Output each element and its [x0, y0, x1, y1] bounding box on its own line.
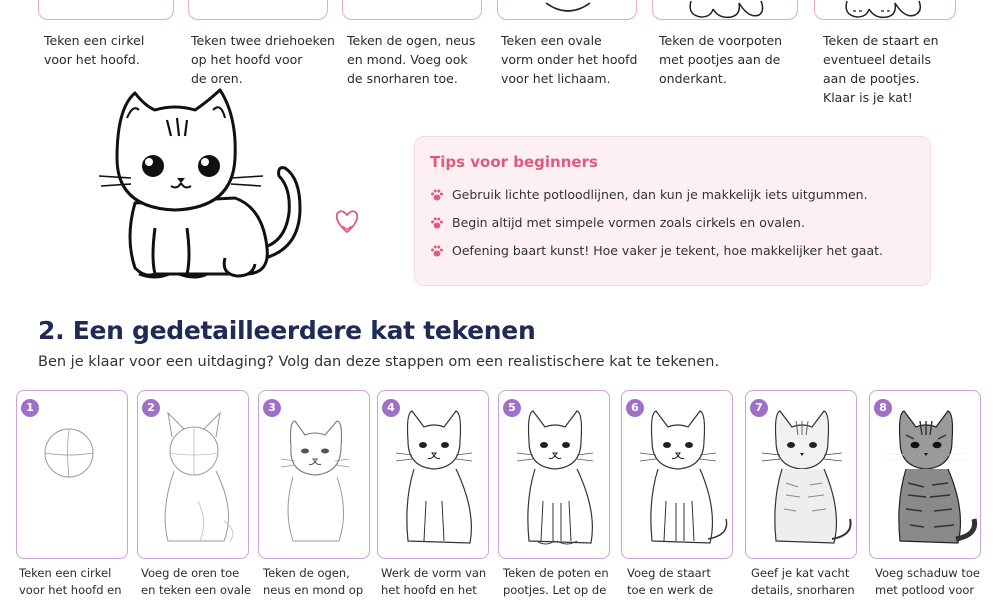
- sketch-legs-cat-image: [499, 391, 610, 559]
- cat-paws-tail-sketch-icon: [815, 0, 956, 20]
- step-number-badge: 4: [382, 399, 400, 417]
- cat-paws-sketch-icon: [653, 0, 798, 20]
- detailed-step-card-1: [16, 390, 128, 559]
- paw-icon: [430, 244, 444, 258]
- detailed-step-card-4: [377, 390, 489, 559]
- detailed-step-card-6: [621, 390, 733, 559]
- section-title: 2. Een gedetailleerdere kat tekenen: [38, 316, 536, 345]
- top-step-desc-3: Teken de ogen, neus en mond. Voeg ook de snorharen toe.: [347, 33, 476, 86]
- detailed-step-card-7: [745, 390, 857, 559]
- step-number-badge: 7: [750, 399, 768, 417]
- detailed-step-desc-3: Teken de ogen, neus en mond op: [263, 566, 364, 597]
- cat-body-sketch-icon: [498, 0, 637, 20]
- top-step-card-3: [342, 0, 482, 20]
- finished-cat-illustration: [95, 88, 365, 288]
- top-step-card-1: [38, 0, 174, 20]
- detailed-step-desc-2: Voeg de oren toe en teken een ovale: [141, 566, 252, 597]
- sketch-ears-body-image: [138, 391, 249, 559]
- sketch-face-image: [259, 391, 370, 559]
- detailed-step-card-2: [137, 390, 249, 559]
- detailed-step-desc-8: Voeg schaduw toe met potlood voor: [875, 566, 980, 597]
- detailed-step-desc-1: Teken een cirkel voor het hoofd en: [19, 566, 122, 597]
- top-step-card-2: [188, 0, 328, 20]
- detailed-step-card-3: [258, 390, 370, 559]
- tip-item: [430, 243, 883, 258]
- top-step-desc-6: Teken de staart en eventueel details aan de pootjes. Klaar is je kat!: [823, 33, 939, 105]
- detailed-step-desc-7: Geef je kat vacht details, snorharen: [751, 566, 855, 597]
- top-step-desc-1: Teken een cirkel voor het hoofd.: [44, 33, 145, 67]
- sketch-outline-cat-image: [378, 391, 489, 559]
- detailed-step-desc-4: Werk de vorm van het hoofd en het: [381, 566, 487, 597]
- section-subtitle: Ben je klaar voor een uitdaging? Volg dan deze stappen om een realistischere kat te tekenen.: [38, 354, 720, 370]
- paw-icon: [430, 188, 444, 202]
- sketch-tail-cat-image: [622, 391, 733, 559]
- heart-doodle-icon: [333, 206, 361, 236]
- tip-text: Oefening baart kunst! Hoe vaker je tekent, hoe makkelijker het gaat.: [452, 243, 883, 258]
- top-step-card-4: [497, 0, 637, 20]
- top-step-desc-5: Teken de voorpoten met pootjes aan de onderkant.: [659, 33, 783, 86]
- step-number-badge: 3: [263, 399, 281, 417]
- sketch-fur-cat-image: [746, 391, 857, 559]
- tips-box: [414, 136, 931, 286]
- detailed-step-desc-6: Voeg de staart toe en werk de: [627, 566, 714, 597]
- top-step-desc-2: Teken twee driehoeken op het hoofd voor de oren.: [191, 33, 335, 86]
- detailed-step-card-5: [498, 390, 610, 559]
- tip-text: Gebruik lichte potloodlijnen, dan kun je makkelijk iets uitgummen.: [452, 187, 868, 202]
- step-number-badge: 8: [874, 399, 892, 417]
- top-step-card-6: [814, 0, 956, 20]
- tip-text: Begin altijd met simpele vormen zoals cirkels en ovalen.: [452, 215, 805, 230]
- step-number-badge: 2: [142, 399, 160, 417]
- step-number-badge: 5: [503, 399, 521, 417]
- step-number-badge: 6: [626, 399, 644, 417]
- paw-icon: [430, 216, 444, 230]
- shaded-cat-image: [870, 391, 981, 559]
- top-step-desc-4: Teken een ovale vorm onder het hoofd voor het lichaam.: [501, 33, 638, 86]
- tips-title: Tips voor beginners: [430, 153, 598, 171]
- tip-item: [430, 187, 868, 202]
- top-step-card-5: [652, 0, 798, 20]
- tip-item: [430, 215, 805, 230]
- detailed-step-desc-5: Teken de poten en pootjes. Let op de: [503, 566, 609, 597]
- detailed-step-card-8: [869, 390, 981, 559]
- step-number-badge: 1: [21, 399, 39, 417]
- sketch-circle-image: [17, 391, 128, 559]
